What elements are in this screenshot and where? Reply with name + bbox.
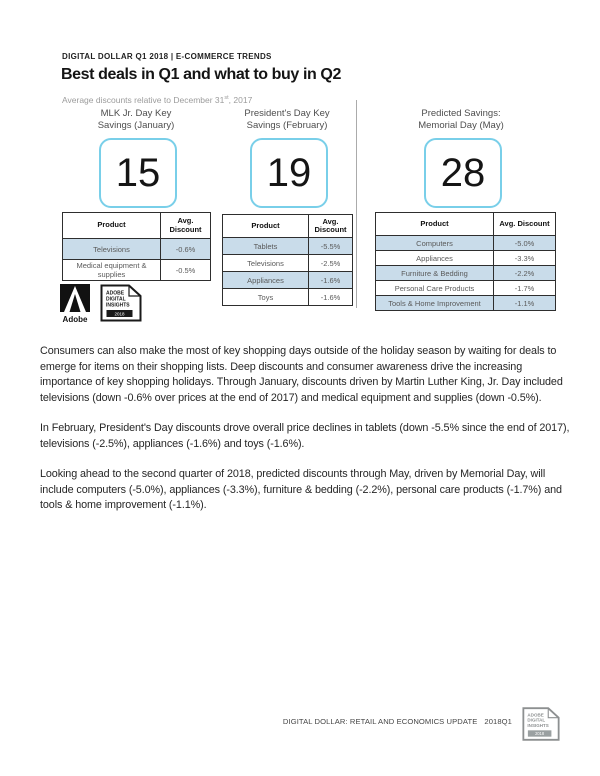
section-heading-memorial-day: [381, 108, 541, 132]
discount-cell: -1.7%: [494, 281, 556, 296]
product-cell: Toys: [223, 289, 309, 306]
body-copy: [40, 344, 577, 529]
table-row: [376, 266, 556, 281]
badge-line: DIGITAL: [527, 717, 546, 723]
badge-line: INSIGHTS: [527, 723, 549, 729]
heading-line: Savings (February): [246, 120, 328, 131]
heading-line: Memorial Day (May): [418, 120, 504, 131]
calendar-day-number: 15: [115, 150, 161, 195]
heading-line: Savings (January): [97, 120, 175, 131]
column-header-discount: Avg. Discount: [494, 213, 556, 236]
eyebrow-text: DIGITAL DOLLAR Q1 2018 | E-COMMERCE TRENDS: [62, 52, 272, 61]
adobe-digital-insights-badge-footer: [522, 703, 560, 745]
product-cell: Appliances: [376, 251, 494, 266]
product-cell: Medical equipment & supplies: [63, 260, 161, 281]
table-row: [376, 296, 556, 311]
discount-cell: -3.3%: [494, 251, 556, 266]
discount-cell: -1.6%: [309, 289, 353, 306]
product-cell: Computers: [376, 236, 494, 251]
column-header-discount: Avg. Discount: [309, 215, 353, 238]
calendar-day-number: 28: [440, 150, 486, 195]
badge-line: DIGITAL: [106, 296, 126, 303]
discount-cell: -1.1%: [494, 296, 556, 311]
calendar-day-box-february: [250, 138, 328, 208]
badge-line: ADOBE: [527, 712, 544, 718]
discount-cell: -1.6%: [309, 272, 353, 289]
discount-cell: -2.5%: [309, 255, 353, 272]
subtitle-tail: , 2017: [228, 95, 253, 105]
product-cell: Televisions: [63, 239, 161, 260]
column-header-product: Product: [376, 213, 494, 236]
section-heading-mlk: [56, 108, 216, 132]
subtitle-superscript: st: [224, 95, 229, 102]
discount-table-february: [222, 214, 353, 306]
heading-line: MLK Jr. Day Key: [100, 108, 172, 119]
discount-cell: -5.0%: [494, 236, 556, 251]
page-title: Best deals in Q1 and what to buy in Q2: [61, 66, 341, 83]
table-row: [223, 272, 353, 289]
heading-line: Predicted Savings:: [421, 108, 501, 119]
vertical-divider: [356, 100, 357, 308]
column-header-product: Product: [223, 215, 309, 238]
product-cell: Furniture & Bedding: [376, 266, 494, 281]
paragraph-february: In February, President's Day discounts drove overall price declines in tablets (down -5.5% since the end of 2017), televisions (-2.5%), appliances (-1.6%) and toys (-1.6%).: [40, 422, 570, 450]
table-row: [223, 255, 353, 272]
product-cell: Tablets: [223, 238, 309, 255]
product-cell: Appliances: [223, 272, 309, 289]
adobe-digital-insights-badge: [100, 284, 142, 322]
discount-table-january: [62, 212, 211, 281]
discount-table-may: [375, 212, 556, 311]
table-row: [376, 251, 556, 266]
discount-cell: -5.5%: [309, 238, 353, 255]
table-row: [223, 289, 353, 306]
paragraph-january: Consumers can also make the most of key shopping days outside of the holiday season by waiting for deals to emerge for items on their shopping lists. Deep discounts and consumer awareness drive the increasing importance of key shopping holidays. Through January, discounts driven by Martin Luther King, Jr. Day included televisions (down -0.6% over prices at the end of 2017) and medical equipment and supplies (down -0.5%).: [40, 345, 563, 404]
badge-year: 2018: [535, 731, 545, 737]
table-row: [376, 281, 556, 296]
table-row: [63, 260, 211, 281]
discount-cell: -0.5%: [161, 260, 211, 281]
discount-cell: -0.6%: [161, 239, 211, 260]
badge-line: INSIGHTS: [106, 302, 130, 309]
product-cell: Televisions: [223, 255, 309, 272]
column-header-product: Product: [63, 213, 161, 239]
subtitle-text: Average discounts relative to December 31: [62, 95, 225, 105]
table-row: [63, 239, 211, 260]
heading-line: President's Day Key: [244, 108, 330, 119]
paragraph-q2-outlook: Looking ahead to the second quarter of 2018, predicted discounts through May, driven by Memorial Day, will include computers (-5.0%), appliances (-3.3%), furniture & bedding (-2.2%), personal care products (-1.7%) and tools & home improvement (-1.1%).: [40, 468, 562, 511]
column-header-discount: Avg. Discount: [161, 213, 211, 239]
adobe-wordmark: Adobe: [62, 315, 88, 324]
table-header-row: [63, 213, 211, 239]
adobe-logo-icon: [59, 284, 91, 324]
footer-issue: 2018Q1: [484, 717, 512, 726]
table-header-row: [376, 213, 556, 236]
discount-cell: -2.2%: [494, 266, 556, 281]
table-row: [376, 236, 556, 251]
table-header-row: [223, 215, 353, 238]
calendar-day-box-may: [424, 138, 502, 208]
badge-year: 2018: [114, 311, 125, 317]
page-subtitle: [62, 95, 252, 105]
footer-report-name: DIGITAL DOLLAR: RETAIL AND ECONOMICS UPDATE: [282, 717, 478, 726]
badge-line: ADOBE: [106, 290, 125, 297]
table-row: [223, 238, 353, 255]
footer-text: [240, 717, 512, 726]
calendar-day-number: 19: [266, 150, 312, 195]
calendar-day-box-january: [99, 138, 177, 208]
section-heading-presidents-day: [207, 108, 367, 132]
product-cell: Personal Care Products: [376, 281, 494, 296]
product-cell: Tools & Home Improvement: [376, 296, 494, 311]
